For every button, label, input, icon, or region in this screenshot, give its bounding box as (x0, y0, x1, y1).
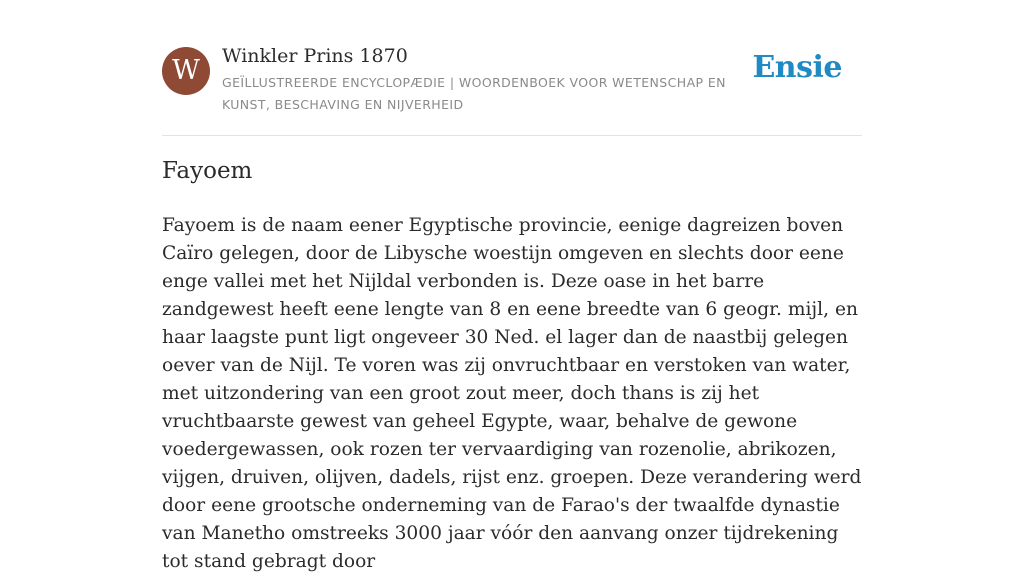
source-title[interactable]: Winkler Prins 1870 (222, 45, 408, 67)
source-avatar[interactable]: W (162, 47, 210, 95)
ensie-logo-link[interactable]: Ensie (752, 50, 842, 85)
article-title: Fayoem (162, 158, 253, 184)
source-header (162, 43, 862, 135)
source-subtitle: GEÏLLUSTREERDE ENCYCLOPÆDIE | WOORDENBOEK VOOR WETENSCHAP EN KUNST, BESCHAVING EN NIJVERHEID (222, 75, 726, 112)
header-divider (162, 135, 862, 136)
article-body: Fayoem is de naam eener Egyptische provincie, eenige dagreizen boven Caïro gelegen, door de Libysche woestijn omgeven en slechts door eene enge vallei met het Nijldal verbonden is. Deze oase in het barre zandgewest heeft eene lengte van 8 en eene breedte van 6 geogr. mijl, en haar laagste punt ligt ongeveer 30 Ned. el lager dan de naastbij gelegen oever van de Nijl. Te voren was zij onvruchtbaar en verstoken van water, met uitzondering van een groot zout meer, doch thans is zij het vruchtbaarste gewest van geheel Egypte, waar, behalve de gewone voedergewassen, ook rozen ter vervaardiging van rozenolie, abrikozen, vijgen, druiven, olijven, dadels, rijst enz. groepen. Deze verandering werd door eene grootsche onderneming van de Farao's der twaalfde dynastie van Manetho omstreeks 3000 jaar vóór den aanvang onzer tijdrekening tot stand gebragt door (162, 215, 862, 572)
